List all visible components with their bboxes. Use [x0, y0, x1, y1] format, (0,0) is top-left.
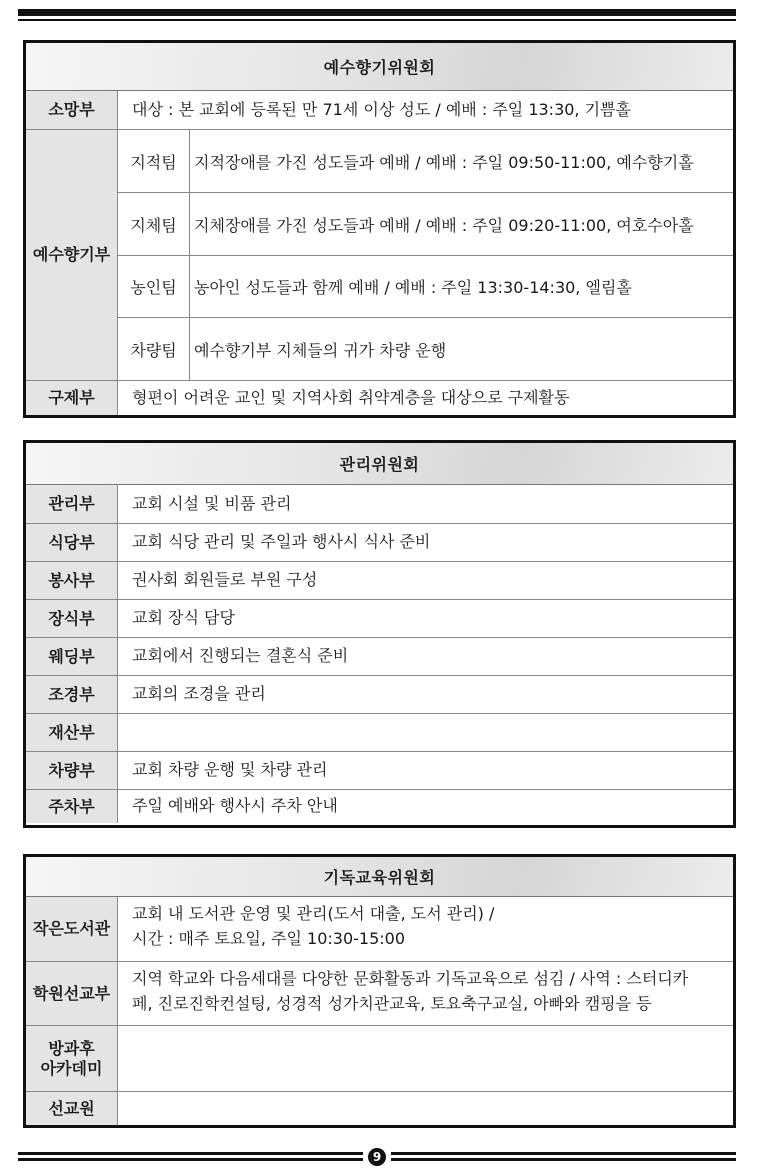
row-label: 작은도서관 — [26, 897, 118, 961]
section-management — [23, 440, 736, 828]
row-value — [118, 1092, 733, 1125]
row-value: 교회 식당 관리 및 주일과 행사시 식사 준비 — [132, 532, 431, 552]
row-value — [118, 1026, 733, 1091]
row-label: 구제부 — [26, 381, 118, 415]
row-label: 소망부 — [26, 91, 118, 129]
team-desc: 지적장애를 가진 성도들과 예배 / 예배 : 주일 09:50-11:00, 예수향기홀 — [194, 152, 694, 172]
table-row-guje — [26, 380, 733, 415]
row-label: 선교원 — [26, 1092, 118, 1125]
row-value — [118, 714, 733, 751]
table-row — [26, 599, 733, 637]
row-value-line: 지역 학교와 다음세대를 다양한 문화활동과 기독교육으로 섬김 / 사역 : 스터디카 — [132, 969, 689, 988]
row-label: 관리부 — [26, 485, 118, 523]
team-list — [118, 130, 733, 380]
table-row-library — [26, 897, 733, 961]
row-value: 주일 예배와 행사시 주차 안내 — [132, 796, 338, 816]
row-value: 교회 차량 운행 및 차량 관리 — [132, 760, 328, 780]
row-value: 권사회 회원들로 부원 구성 — [132, 570, 318, 590]
table-row — [26, 675, 733, 713]
row-label: 주차부 — [26, 790, 118, 823]
table-row — [26, 485, 733, 523]
row-label: 봉사부 — [26, 562, 118, 599]
row-value: 교회 시설 및 비품 관리 — [132, 493, 292, 513]
team-desc: 지체장애를 가진 성도들과 예배 / 예배 : 주일 09:20-11:00, 여호수아홀 — [194, 215, 694, 235]
table-row — [26, 751, 733, 789]
row-label-line: 방과후 — [48, 1038, 95, 1058]
team-name: 지체팀 — [118, 193, 190, 255]
page-number: 9 — [368, 1148, 386, 1166]
row-label: 웨딩부 — [26, 638, 118, 675]
top-rule-thin — [18, 19, 736, 21]
team-row — [118, 130, 733, 192]
row-label: 재산부 — [26, 714, 118, 751]
row-label: 식당부 — [26, 524, 118, 561]
row-value-line: 시간 : 매주 토요일, 주일 10:30-15:00 — [132, 928, 406, 948]
row-label: 차량부 — [26, 752, 118, 789]
footer-rule — [391, 1158, 736, 1161]
row-label: 학원선교부 — [26, 962, 118, 1025]
footer-rule — [18, 1158, 363, 1161]
row-value — [118, 897, 733, 961]
row-value: 교회의 조경을 관리 — [132, 684, 266, 704]
table-row — [26, 523, 733, 561]
footer-rule — [18, 1152, 363, 1155]
table-row — [26, 561, 733, 599]
team-name: 농인팀 — [118, 256, 190, 317]
top-rule-thick — [18, 9, 736, 16]
row-value: 형편이 어려운 교인 및 지역사회 취약계층을 대상으로 구제활동 — [132, 387, 570, 407]
row-label: 조경부 — [26, 676, 118, 713]
table-row — [26, 713, 733, 751]
table-row-academy — [26, 1025, 733, 1091]
table-row-missionary — [26, 1091, 733, 1125]
team-name: 지적팀 — [118, 130, 190, 192]
table-row-somang — [26, 91, 733, 129]
team-desc: 예수향기부 지체들의 귀가 차량 운행 — [194, 340, 447, 360]
table-row — [26, 637, 733, 675]
footer-rule — [391, 1152, 736, 1155]
row-label — [26, 1026, 118, 1091]
section-title: 예수향기위원회 — [26, 43, 733, 91]
row-value-line: 교회 내 도서관 운영 및 관리(도서 대출, 도서 관리) / — [132, 904, 495, 923]
table-group-yesuhyanggi — [26, 129, 733, 380]
row-value: 대상 : 본 교회에 등록된 만 71세 이상 성도 / 예배 : 주일 13:30, 기쁨홀 — [132, 99, 631, 119]
section-yesuhyanggi — [23, 40, 736, 418]
team-name: 차량팀 — [118, 318, 190, 380]
row-value-line: 페, 진로진학컨설팅, 성경적 성가치관교육, 토요축구교실, 아빠와 캠핑을 등 — [132, 993, 652, 1013]
table-row-mission — [26, 961, 733, 1025]
team-row — [118, 192, 733, 255]
row-value: 교회 장식 담당 — [132, 608, 235, 628]
page-footer — [18, 1150, 736, 1164]
row-label-line: 아카데미 — [40, 1058, 103, 1078]
row-value: 교회에서 진행되는 결혼식 준비 — [132, 646, 349, 666]
section-title: 관리위원회 — [26, 443, 733, 485]
row-value — [118, 962, 733, 1025]
group-label: 예수향기부 — [26, 130, 118, 380]
section-title: 기독교육위원회 — [26, 857, 733, 897]
section-christian-education — [23, 854, 736, 1128]
table-row — [26, 789, 733, 823]
row-label: 장식부 — [26, 600, 118, 637]
team-row — [118, 255, 733, 317]
team-row — [118, 317, 733, 380]
team-desc: 농아인 성도들과 함께 예배 / 예배 : 주일 13:30-14:30, 엘림홀 — [194, 278, 632, 297]
